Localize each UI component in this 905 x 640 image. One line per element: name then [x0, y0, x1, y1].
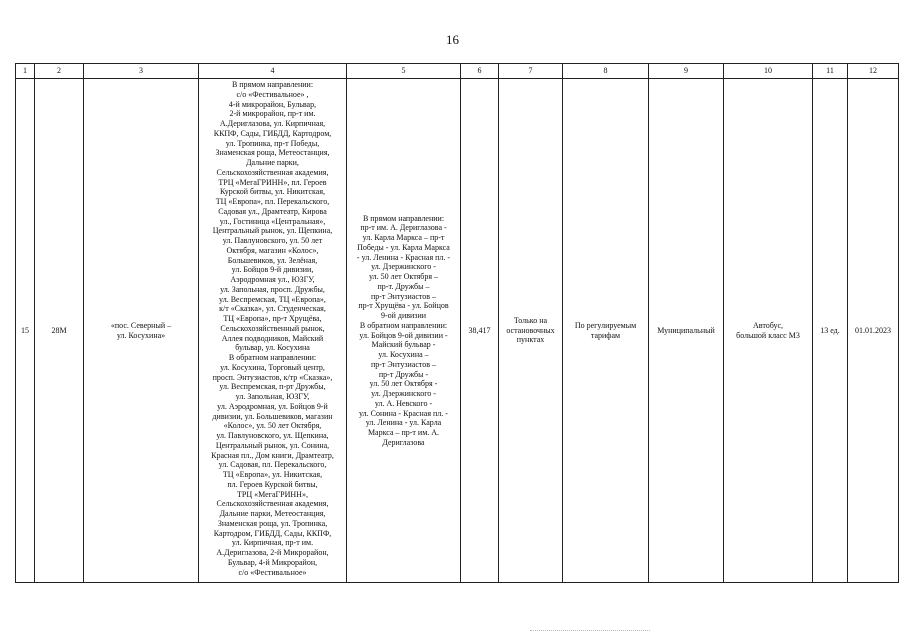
table-row — [16, 79, 899, 583]
start-date-cell: 01.01.2023 — [848, 79, 899, 583]
page-number: 16 — [446, 32, 459, 47]
header-cell: 1 — [16, 64, 35, 79]
header-cell: 7 — [499, 64, 563, 79]
stop-order-cell: Только на остановочных пунктах — [499, 79, 563, 583]
header-cell: 12 — [848, 64, 899, 79]
row-number-cell: 15 — [16, 79, 35, 583]
header-cell: 2 — [35, 64, 84, 79]
header-cell: 9 — [649, 64, 724, 79]
tariff-cell: По регулируемым тарифам — [563, 79, 649, 583]
vehicle-count-cell: 13 ед. — [813, 79, 848, 583]
route-type-cell: Муниципальный — [649, 79, 724, 583]
header-cell: 10 — [724, 64, 813, 79]
header-cell: 11 — [813, 64, 848, 79]
route-stops-cell: В прямом направлении: с/о «Фестивальное» , 4-й микрорайон, Бульвар, 2-й микрорайон, пр-т им. А.Дериглазова, ул. Кирпичная, ККПФ, Сады, ГИБДД, Картодром, ул. Тропинка, пр-т Победы, Знаменская роща, Метеостанция, Дальние парки, Сельскохозяйственная академия, ТРЦ «МегаГРИНН», пл. Героев Курской битвы, ул. Никитская, ТЦ «Европа», пл. Перекальского, Садовая ул., Драмтеатр, Кирова ул., Гостиница «Центральная», Центральный рынок, ул. Щепкина, ул. Павлуновского, ул. 50 лет Октября, магазин «Колос», Большевиков, ул. Зелёная, ул. Бойцов 9-й дивизии, Аэродромная ул., ЮЗГУ, ул. Запольная, просп. Дружбы, ул. Веспремская, ТЦ «Европа», к/т «Сказка», ул. Студенческая, ТЦ «Европа», пр-т Хрущёва, Сельскохозяйственный рынок, Аллея подводников, Майский бульвар, ул. Косухина В обратном направлении: ул. Косухина, Торговый центр, просп. Энтузиастов, к/тр «Сказка», ул. Веспремская, п-рт Дружбы, ул. Запольная, ЮЗГУ, ул. Аэродромная, ул. Бойцов 9-й дивизии, ул. Большевиков, магазин «Колос», ул. 50 лет Октября, ул. Павлуновского, ул. Щепкина, Центральный рынок, ул. Сонина, Красная пл., Дом книги, Драмтеатр, ул. Садовая, пл. Перекальского, ТЦ «Европа», ул. Никитская, пл. Героев Курской битвы, ТРЦ «МегаГРИНН», Сельскохозяйственная академия, Дальние парки, Метеостанция, Знаменская роща, ул. Тропинка, Картодром, ГИБДД, Сады, ККПФ, ул. Кирпичная, пр-т им. А.Дериглазова, 2-й Микрорайон, Бульвар, 4-й Микрорайон, с/о «Фестивальное» — [199, 79, 347, 583]
header-cell: 3 — [84, 64, 199, 79]
vehicle-class-cell: Автобус, большой класс М3 — [724, 79, 813, 583]
route-name-cell: «пос. Северный – ул. Косухина» — [84, 79, 199, 583]
header-cell: 4 — [199, 64, 347, 79]
header-row — [16, 64, 899, 79]
header-cell: 6 — [461, 64, 499, 79]
route-number-cell: 28M — [35, 79, 84, 583]
route-length-cell: 38,417 — [461, 79, 499, 583]
route-registry-table — [15, 63, 899, 583]
header-cell: 8 — [563, 64, 649, 79]
scan-artifact-line — [530, 630, 650, 633]
route-streets-cell: В прямом направлении: пр-т им. А. Дериглазова - ул. Карла Маркса – пр-т Победы - ул. Карла Маркса - ул. Ленина - Красная пл. - ул. Дзержинского - ул. 50 лет Октября – пр-т. Дружбы – пр-т Энтузиастов – пр-т Хрущёва - ул. Бойцов 9-ой дивизии В обратном направлении: ул. Бойцов 9-ой дивизии - Майский бульвар - ул. Косухина – пр-т Энтузиастов – пр-т Дружбы - ул. 50 лет Октября - ул. Дзержинского - ул. А. Невского - ул. Сонина - Красная пл. - ул. Ленина - ул. Карла Маркса – пр-т им. А. Дериглазова — [347, 79, 461, 583]
header-cell: 5 — [347, 64, 461, 79]
